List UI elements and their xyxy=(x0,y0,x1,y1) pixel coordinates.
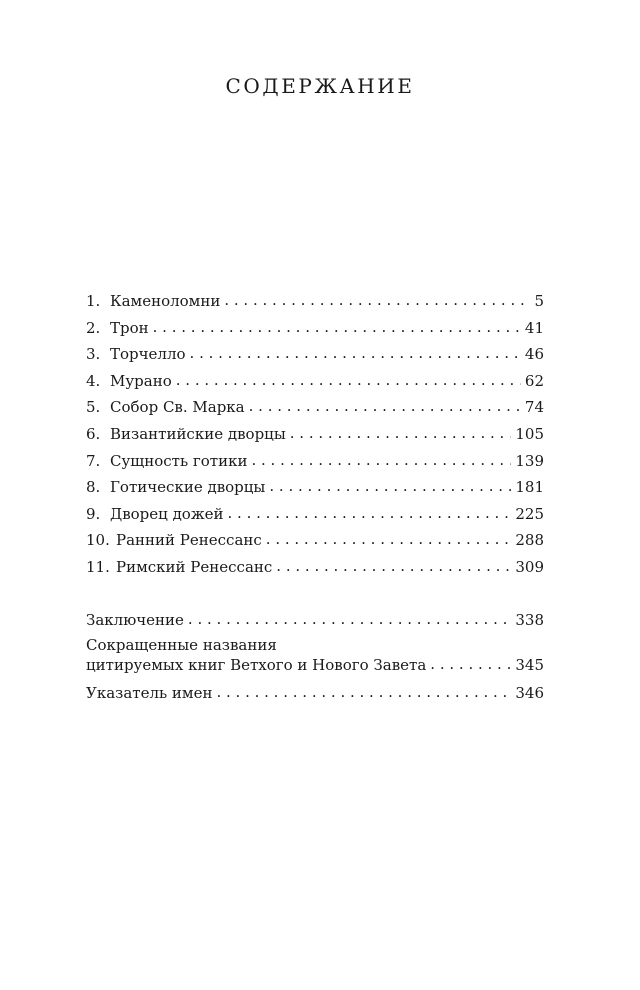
chapter-title: Византийские дворцы xyxy=(110,424,286,443)
chapter-number: 3. xyxy=(86,345,101,364)
dot-leader xyxy=(188,608,511,630)
chapter-page-number: 62 xyxy=(524,371,544,390)
dot-leader xyxy=(266,526,512,553)
chapter-page-number: 41 xyxy=(524,318,544,337)
toc-entry-chapter[interactable] xyxy=(86,288,544,315)
chapter-title: Собор Св. Марка xyxy=(110,398,245,417)
dot-leader xyxy=(228,500,512,527)
toc-entry-chapter[interactable] xyxy=(86,394,544,421)
chapter-page-number: 309 xyxy=(515,557,544,576)
toc-entry-chapter[interactable] xyxy=(86,315,544,342)
dot-leader xyxy=(216,681,511,703)
toc-entry-chapter[interactable] xyxy=(86,501,544,528)
dot-leader xyxy=(249,393,521,420)
chapter-page-number: 46 xyxy=(524,345,544,364)
dot-leader xyxy=(224,287,530,314)
chapter-page-number: 225 xyxy=(515,504,544,523)
dot-leader xyxy=(176,367,521,394)
chapter-title: Ранний Ренессанс xyxy=(116,531,262,550)
chapter-page-number: 5 xyxy=(534,292,544,310)
chapter-number: 10. xyxy=(86,531,110,550)
chapter-page-number: 181 xyxy=(515,478,544,497)
chapter-page-number: 74 xyxy=(524,398,544,417)
toc-entry-index[interactable] xyxy=(86,682,544,704)
dot-leader xyxy=(251,447,511,474)
dot-leader xyxy=(153,314,521,341)
dot-leader xyxy=(430,654,511,674)
toc-entry-conclusion[interactable] xyxy=(86,609,544,631)
chapter-title: Готические дворцы xyxy=(110,478,266,497)
dot-leader xyxy=(269,473,511,500)
table-of-contents xyxy=(86,288,544,704)
chapter-title: Трон xyxy=(110,318,149,337)
toc-entry-chapter[interactable] xyxy=(86,527,544,554)
entry-title: Указатель имен xyxy=(86,683,213,702)
page-title: СОДЕРЖАНИЕ xyxy=(225,74,415,98)
dot-leader xyxy=(276,553,511,580)
chapter-title: Каменоломни xyxy=(110,292,221,310)
chapter-number: 9. xyxy=(86,504,101,523)
chapter-number: 11. xyxy=(86,557,110,576)
chapter-number: 2. xyxy=(86,318,101,337)
chapter-page-number: 288 xyxy=(515,531,544,550)
chapter-title: Дворец дожей xyxy=(110,504,224,523)
toc-entry-chapter[interactable] xyxy=(86,368,544,395)
toc-entry-chapter[interactable] xyxy=(86,341,544,368)
toc-entry-chapter[interactable] xyxy=(86,421,544,448)
chapter-number: 6. xyxy=(86,424,101,443)
chapter-number: 7. xyxy=(86,451,101,470)
dot-leader xyxy=(190,340,521,367)
chapter-title: Сущность готики xyxy=(110,451,248,470)
toc-entry-abbreviations[interactable] xyxy=(86,635,544,675)
chapter-number: 5. xyxy=(86,398,101,417)
entry-title-line-1: Сокращенные названия xyxy=(86,635,277,654)
chapter-title: Римский Ренессанс xyxy=(116,557,273,576)
toc-entry-chapter[interactable] xyxy=(86,474,544,501)
chapter-number: 1. xyxy=(86,292,101,310)
toc-entry-chapter[interactable] xyxy=(86,554,544,581)
chapter-title: Мурано xyxy=(110,371,172,390)
toc-entry-chapter[interactable] xyxy=(86,448,544,475)
entry-page-number: 346 xyxy=(515,683,544,702)
entry-title-line-2: цитируемых книг Ветхого и Нового Завета xyxy=(86,655,427,674)
entry-title: Заключение xyxy=(86,610,184,629)
chapter-list xyxy=(86,288,544,581)
chapter-page-number: 139 xyxy=(515,451,544,470)
chapter-page-number: 105 xyxy=(515,424,544,443)
chapter-title: Торчелло xyxy=(110,345,186,364)
chapter-number: 4. xyxy=(86,371,101,390)
dot-leader xyxy=(290,420,512,447)
entry-page-number: 345 xyxy=(515,655,544,674)
chapter-number: 8. xyxy=(86,478,101,497)
entry-page-number: 338 xyxy=(515,610,544,629)
